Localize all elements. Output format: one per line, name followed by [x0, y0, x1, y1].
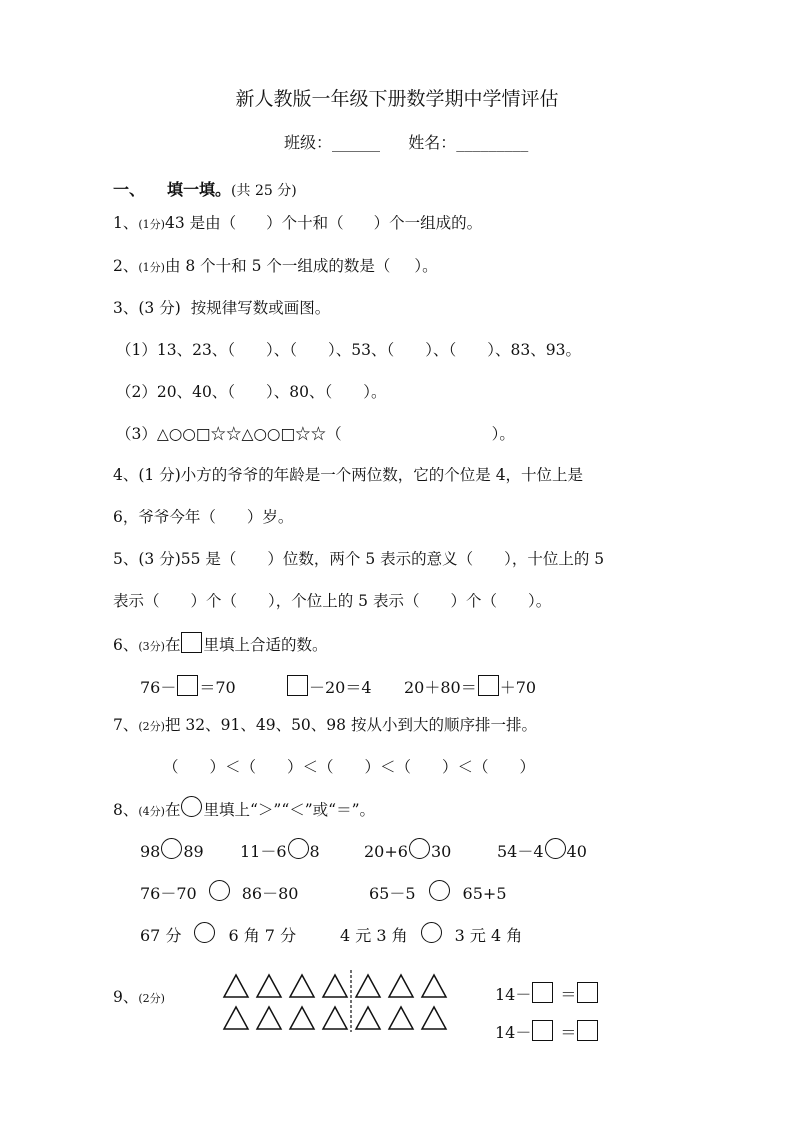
q3-points: (3 分) [138, 299, 181, 317]
question-2 [113, 255, 438, 279]
triangle-icon [422, 975, 446, 997]
question-9 [113, 986, 165, 1010]
q4-line-2: 6，爷爷今年（ ）岁。 [113, 508, 294, 526]
q9-eq2-box-1[interactable] [532, 1020, 553, 1041]
question-4 [113, 464, 583, 486]
q3-sub-3-end: ）。 [491, 425, 515, 443]
q6-eq3-box[interactable] [478, 675, 499, 696]
q9-eq2-left: 14－ [495, 1023, 532, 1042]
section-number: 一、 [113, 180, 146, 199]
q6-text-a: 在 [164, 636, 181, 654]
q2-text-b: ）。 [414, 257, 438, 275]
page-title: 新人教版一年级下册数学期中学情评估 [235, 88, 559, 110]
q8-r3-c2-right: 3 元 4 角 [454, 926, 523, 945]
q6-number: 6、 [113, 636, 139, 654]
q8-r2-c2-left: 65－5 [369, 884, 416, 903]
q8-r1-c1-right: 89 [183, 842, 204, 861]
q8-r1-c3-circle[interactable] [409, 838, 430, 859]
q2-text-a: 由 8 个十和 5 个一组成的数是（ [164, 257, 391, 275]
q8-compare-2 [240, 838, 320, 863]
q9-triangle-figure [218, 968, 450, 1034]
q5-points: (3 分) [138, 550, 181, 568]
class-field[interactable]: 班级：______ [284, 133, 381, 152]
triangle-icon [356, 1007, 380, 1029]
q3-text: 按规律写数或画图。 [190, 299, 331, 317]
question-6 [113, 632, 328, 658]
q6-text-b: 里填上合适的数。 [203, 636, 328, 654]
q6-eq3-right: ＋70 [499, 678, 537, 697]
circle-icon [181, 796, 202, 817]
triangle-icon [257, 975, 281, 997]
q5-line-1: 55 是（ ）位数，两个 5 表示的意义（ ），十位上的 5 [180, 550, 605, 568]
q9-eq2-box-2[interactable] [577, 1020, 598, 1041]
q5-number: 5、 [113, 550, 139, 568]
q8-r1-c1-circle[interactable] [161, 838, 182, 859]
q8-compare-8 [340, 922, 522, 947]
q5-line-2: 表示（ ）个（ ），个位上的 5 表示（ ）个（ ）。 [113, 592, 552, 610]
q6-eq3-left: 20＋80＝ [404, 678, 477, 697]
q8-r1-c3-right: 30 [430, 842, 452, 861]
triangle-icon [224, 1007, 248, 1029]
q6-eq1-left: 76－ [140, 678, 177, 697]
q8-compare-4 [497, 838, 587, 863]
q9-equation-1 [495, 982, 599, 1006]
q8-r3-c2-circle[interactable] [421, 922, 442, 943]
q6-equation-2 [286, 675, 372, 699]
q8-r1-c1-left: 98 [140, 842, 161, 861]
q1-text-a: 43 是由（ [164, 214, 237, 232]
q7-text: 把 32、91、49、50、98 按从小到大的顺序排一排。 [164, 716, 537, 734]
q9-points: (2分) [138, 992, 165, 1005]
question-7 [113, 714, 537, 738]
question-5 [113, 548, 604, 570]
triangle-icon [323, 975, 347, 997]
section-title: 填一填。 [167, 180, 232, 199]
student-info [284, 130, 528, 153]
question-3 [113, 297, 330, 319]
q8-compare-6 [369, 880, 507, 905]
q8-compare-7 [140, 922, 296, 947]
q8-r1-c4-left: 54－4 [497, 842, 544, 861]
q6-eq2-right: －20＝4 [309, 678, 372, 697]
triangle-icon [389, 975, 413, 997]
q8-text-a: 在 [164, 801, 181, 819]
triangle-icon [323, 1007, 347, 1029]
q3-sub-3-pattern: （3）△○○□☆☆△○○□☆☆（ [116, 425, 342, 443]
section-score: (共 25 分) [231, 183, 297, 199]
name-field[interactable]: 姓名：_________ [408, 133, 529, 152]
q8-r1-c2-right: 8 [309, 842, 320, 861]
triangle-icon [389, 1007, 413, 1029]
question-1 [113, 212, 482, 236]
q8-r2-c1-right: 86－80 [241, 884, 299, 903]
square-icon [181, 632, 202, 653]
q7-order-blanks[interactable]: （ ）＜（ ）＜（ ）＜（ ）＜（ ） [163, 758, 536, 776]
q6-points: (3分) [138, 640, 165, 653]
q8-r1-c4-right: 40 [566, 842, 587, 861]
q9-number: 9、 [113, 988, 139, 1006]
triangle-icon [290, 1007, 314, 1029]
q8-r1-c3-left: 20+6 [364, 842, 408, 861]
triangle-icon [224, 975, 248, 997]
q7-number: 7、 [113, 716, 139, 734]
q1-points: (1分) [138, 218, 165, 231]
q8-r2-c2-circle[interactable] [429, 880, 450, 901]
q8-r1-c4-circle[interactable] [545, 838, 566, 859]
q8-r3-c1-right: 6 角 7 分 [228, 926, 297, 945]
q6-equation-3 [404, 675, 536, 699]
q4-points: (1 分) [138, 466, 181, 484]
q9-eq1-equals: ＝ [560, 985, 577, 1004]
question-8 [113, 796, 375, 823]
section-heading [113, 177, 297, 200]
q6-eq2-box[interactable] [287, 675, 308, 696]
q8-r3-c1-circle[interactable] [194, 922, 215, 943]
q9-eq1-box-1[interactable] [532, 982, 553, 1003]
q2-number: 2、 [113, 257, 139, 275]
q9-eq1-left: 14－ [495, 985, 532, 1004]
q7-points: (2分) [138, 720, 165, 733]
q1-text-b: ）个十和（ [266, 214, 344, 232]
q3-sub-3 [116, 423, 515, 445]
q8-compare-1 [140, 838, 204, 863]
q9-equation-2 [495, 1020, 599, 1044]
triangle-icon [356, 975, 380, 997]
q4-number: 4、 [113, 466, 139, 484]
q8-r2-c1-circle[interactable] [209, 880, 230, 901]
q8-points: (4分) [138, 805, 165, 818]
triangle-icon [422, 1007, 446, 1029]
q1-number: 1、 [113, 214, 139, 232]
q8-r3-c2-left: 4 元 3 角 [340, 926, 408, 945]
q9-eq1-box-2[interactable] [577, 982, 598, 1003]
triangle-icon [290, 975, 314, 997]
q1-text-c: ）个一组成的。 [373, 214, 483, 232]
q2-points: (1分) [138, 261, 165, 274]
q6-equation-1 [140, 675, 236, 699]
q6-eq1-right: ＝70 [199, 678, 236, 697]
triangle-icon [257, 1007, 281, 1029]
q3-number: 3、 [113, 299, 139, 317]
q6-eq1-box[interactable] [177, 675, 198, 696]
q8-compare-3 [364, 838, 451, 863]
q8-compare-5 [140, 880, 298, 905]
q8-text-b: 里填上“＞”“＜”或“＝”。 [203, 801, 376, 819]
q8-r3-c1-left: 67 分 [140, 926, 182, 945]
q8-r2-c1-left: 76－70 [140, 884, 197, 903]
q3-sub-1: （1）13、23、（ ）、（ ）、53、（ ）、（ ）、83、93。 [116, 341, 581, 359]
q3-sub-2: （2）20、40、（ ）、80、（ ）。 [116, 383, 387, 401]
q4-line-1: 小方的爷爷的年龄是一个两位数，它的个位是 4，十位上是 [180, 466, 584, 484]
q8-number: 8、 [113, 801, 139, 819]
q8-r2-c2-right: 65+5 [462, 884, 507, 903]
q8-r1-c2-left: 11－6 [240, 842, 287, 861]
q8-r1-c2-circle[interactable] [288, 838, 309, 859]
q9-eq2-equals: ＝ [560, 1023, 577, 1042]
